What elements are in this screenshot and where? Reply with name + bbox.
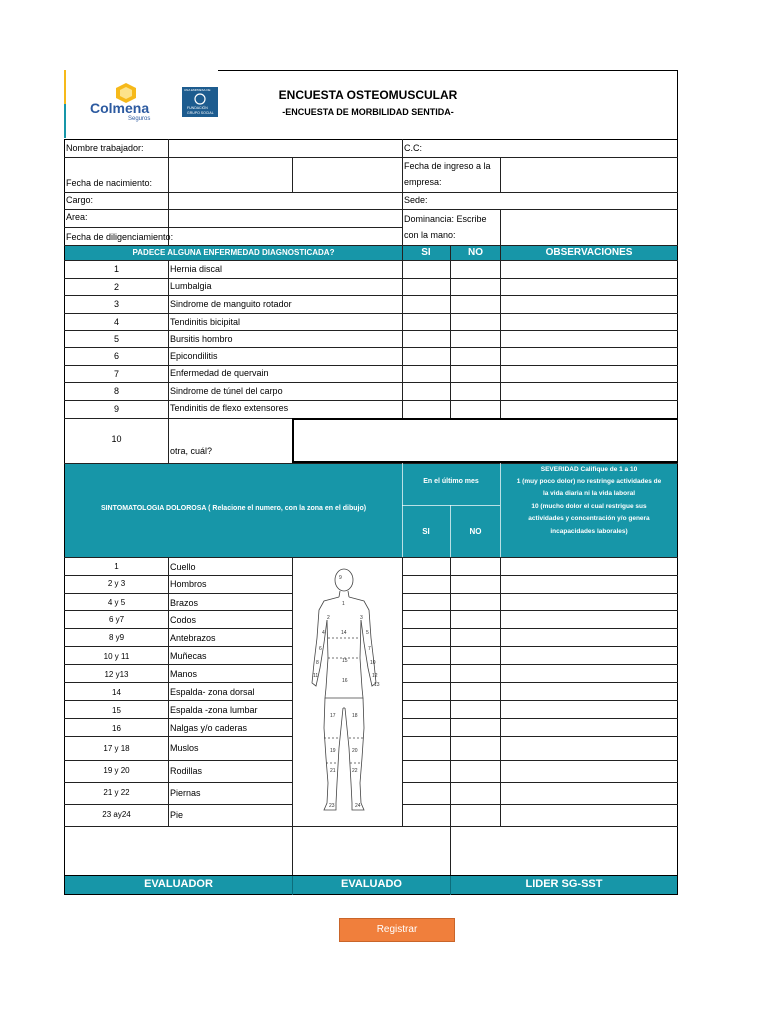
form-title: ENCUESTA OSTEOMUSCULAR xyxy=(278,88,458,102)
body-label-22: 22 xyxy=(352,768,358,774)
symptom-n-9: 15 xyxy=(112,706,121,715)
symptom-n-14: 23 ay24 xyxy=(102,810,131,819)
body-label-18: 18 xyxy=(352,713,358,719)
symptom-name-5: Antebrazos xyxy=(170,633,216,643)
last-month-header: En el último mes xyxy=(423,478,479,485)
severity-line-6: incapacidades laborales) xyxy=(550,528,628,535)
human-body-icon xyxy=(294,558,401,825)
label-dominancia-2: con la mano: xyxy=(404,230,456,240)
diseases-header: PADECE ALGUNA ENFERMEDAD DIAGNOSTICADA? xyxy=(132,248,335,257)
symptom-n-11: 17 y 18 xyxy=(103,744,130,753)
symptom-name-9: Espalda -zona lumbar xyxy=(170,705,258,715)
disease-n-1: 1 xyxy=(113,264,119,274)
disease-name-1: Hernia discal xyxy=(170,264,223,274)
other-disease-input[interactable] xyxy=(295,421,676,460)
body-label-17: 17 xyxy=(330,713,336,719)
label-fecha-nacimiento: Fecha de nacimiento: xyxy=(66,178,153,188)
severity-line-3: la vida diaria ni la vida laboral xyxy=(542,490,636,497)
partner-name-2: GRUPO SOCIAL xyxy=(187,111,214,115)
symptom-name-7: Manos xyxy=(170,669,198,679)
footer-evaluado: EVALUADO xyxy=(341,878,402,890)
fecha-nacimiento-input[interactable] xyxy=(169,158,291,191)
header-top-border xyxy=(218,70,678,71)
header-accent-bar-2 xyxy=(64,104,66,138)
form-subtitle: -ENCUESTA DE MORBILIDAD SENTIDA- xyxy=(282,107,454,117)
body-label-11: 11 xyxy=(313,673,319,679)
symptoms-header: SINTOMATOLOGIA DOLOROSA ( Relacione el numero, con la zona en el dibujo) xyxy=(100,505,367,512)
body-label-4: 4 xyxy=(322,630,325,636)
symptom-name-13: Piernas xyxy=(170,788,201,798)
diseases-si-header: SI xyxy=(421,247,431,258)
body-label-5: 5 xyxy=(366,630,369,636)
footer-evaluador: EVALUADOR xyxy=(144,878,213,890)
label-cc: C.C: xyxy=(404,143,422,153)
symptom-n-12: 19 y 20 xyxy=(103,766,130,775)
disease-n-8: 8 xyxy=(113,386,119,396)
symptom-name-3: Brazos xyxy=(170,598,199,608)
body-label-8: 8 xyxy=(316,660,319,666)
disease-name-5: Bursitis hombro xyxy=(170,334,233,344)
disease-n-5: 5 xyxy=(113,334,119,344)
diseases-no-header: NO xyxy=(468,247,483,258)
registrar-button[interactable]: Registrar xyxy=(339,918,455,942)
severity-line-2: 1 (muy poco dolor) no restringe actividades de xyxy=(516,478,662,485)
body-label-9: 9 xyxy=(339,575,342,581)
disease-name-8: Sindrome de túnel del carpo xyxy=(170,386,283,396)
body-label-12: 12 xyxy=(372,673,378,679)
symptom-n-2: 2 y 3 xyxy=(107,579,126,588)
disease-name-9: Tendinitis de flexo extensores xyxy=(170,403,289,413)
disease-n-2: 2 xyxy=(113,282,119,292)
disease-n-7: 7 xyxy=(113,369,119,379)
disease-n-9: 9 xyxy=(113,404,119,414)
body-label-7: 7 xyxy=(368,646,371,652)
disease-name-3: Sindrome de manguito rotador xyxy=(170,299,292,309)
symptom-name-6: Muñecas xyxy=(170,651,207,661)
disease-name-7: Enfermedad de quervain xyxy=(170,368,269,378)
cargo-input[interactable] xyxy=(169,193,401,208)
body-label-24: 24 xyxy=(355,803,361,809)
logo-name: Colmena xyxy=(90,100,150,116)
body-label-23: 23 xyxy=(329,803,335,809)
evaluador-signature[interactable] xyxy=(65,827,292,875)
partner-name-1: FUNDACIÓN xyxy=(187,106,208,110)
cc-input[interactable] xyxy=(430,140,676,156)
nombre-input[interactable] xyxy=(169,140,401,156)
symptom-name-14: Pie xyxy=(170,810,184,820)
disease-name-4: Tendinitis bicipital xyxy=(170,317,241,327)
disease-name-2: Lumbalgia xyxy=(170,281,212,291)
fecha-diligenciamiento-input[interactable] xyxy=(169,228,401,244)
body-label-1: 1 xyxy=(342,601,345,607)
label-cargo: Cargo: xyxy=(66,195,94,205)
symptom-n-5: 8 y9 xyxy=(108,633,125,642)
body-label-20: 20 xyxy=(352,748,358,754)
partner-logo xyxy=(182,87,218,117)
severity-line-5: actividades y concentración y/o genera xyxy=(528,515,650,522)
symptom-n-8: 14 xyxy=(112,688,121,697)
symptom-n-7: 12 y13 xyxy=(104,670,129,679)
label-area: Area: xyxy=(66,212,88,222)
lider-signature[interactable] xyxy=(451,827,677,875)
label-sede: Sede: xyxy=(404,195,428,205)
partner-top: UNA EMPRESA DE xyxy=(184,88,211,92)
symptom-n-6: 10 y 11 xyxy=(103,652,130,661)
body-label-6: 6 xyxy=(319,646,322,652)
symptom-n-13: 21 y 22 xyxy=(103,788,130,797)
symptom-name-12: Rodillas xyxy=(170,766,203,776)
severity-line-1: SEVERIDAD Califique de 1 a 10 xyxy=(540,466,638,473)
body-label-3: 3 xyxy=(360,615,363,621)
symptom-name-11: Muslos xyxy=(170,743,199,753)
disease-n-3: 3 xyxy=(113,299,119,309)
evaluado-signature[interactable] xyxy=(293,827,450,875)
body-diagram xyxy=(294,558,401,825)
dominancia-input[interactable] xyxy=(501,210,676,244)
label-fecha-ingreso-2: empresa: xyxy=(404,177,442,187)
symptom-name-8: Espalda- zona dorsal xyxy=(170,687,255,697)
label-nombre: Nombre trabajador: xyxy=(66,143,144,153)
body-label-16: 16 xyxy=(342,678,348,684)
form-right-border xyxy=(677,70,678,895)
body-label-15: 15 xyxy=(342,658,348,664)
body-label-21: 21 xyxy=(330,768,336,774)
area-input[interactable] xyxy=(169,210,401,226)
diseases-obs-header: OBSERVACIONES xyxy=(545,247,633,258)
logo-sub: Seguros xyxy=(128,116,151,122)
label-fecha-diligenciamiento: Fecha de diligenciamiento: xyxy=(66,232,174,242)
symptom-n-10: 16 xyxy=(112,724,121,733)
body-label-19: 19 xyxy=(330,748,336,754)
symptom-n-3: 4 y 5 xyxy=(107,598,126,607)
body-label-13: 13 xyxy=(374,682,380,688)
symptom-name-4: Codos xyxy=(170,615,197,625)
fecha-ingreso-input[interactable] xyxy=(501,158,676,191)
symptoms-si-header: SI xyxy=(422,527,430,536)
disease-name-6: Epicondilitis xyxy=(170,351,218,361)
disease-n-10: 10 xyxy=(111,434,122,444)
disease-n-4: 4 xyxy=(113,317,119,327)
symptom-n-4: 6 y7 xyxy=(108,615,125,624)
footer-lider: LIDER SG-SST xyxy=(525,878,603,890)
symptom-name-1: Cuello xyxy=(170,562,196,572)
severity-line-4: 10 (mucho dolor el cual restrigue sus xyxy=(531,503,647,510)
symptom-name-2: Hombros xyxy=(170,579,207,589)
label-fecha-ingreso-1: Fecha de ingreso a la xyxy=(404,161,491,171)
symptom-n-1: 1 xyxy=(114,562,119,571)
symptom-name-10: Nalgas y/o caderas xyxy=(170,723,248,733)
disease-name-other: otra, cuál? xyxy=(170,446,213,456)
sede-input[interactable] xyxy=(430,193,676,208)
body-label-2: 2 xyxy=(327,615,330,621)
colmena-logo xyxy=(86,80,166,125)
body-label-14: 14 xyxy=(341,630,347,636)
label-dominancia-1: Dominancia: Escribe xyxy=(404,214,487,224)
body-label-10: 10 xyxy=(370,660,376,666)
symptoms-no-header: NO xyxy=(469,527,482,536)
disease-n-6: 6 xyxy=(113,351,119,361)
